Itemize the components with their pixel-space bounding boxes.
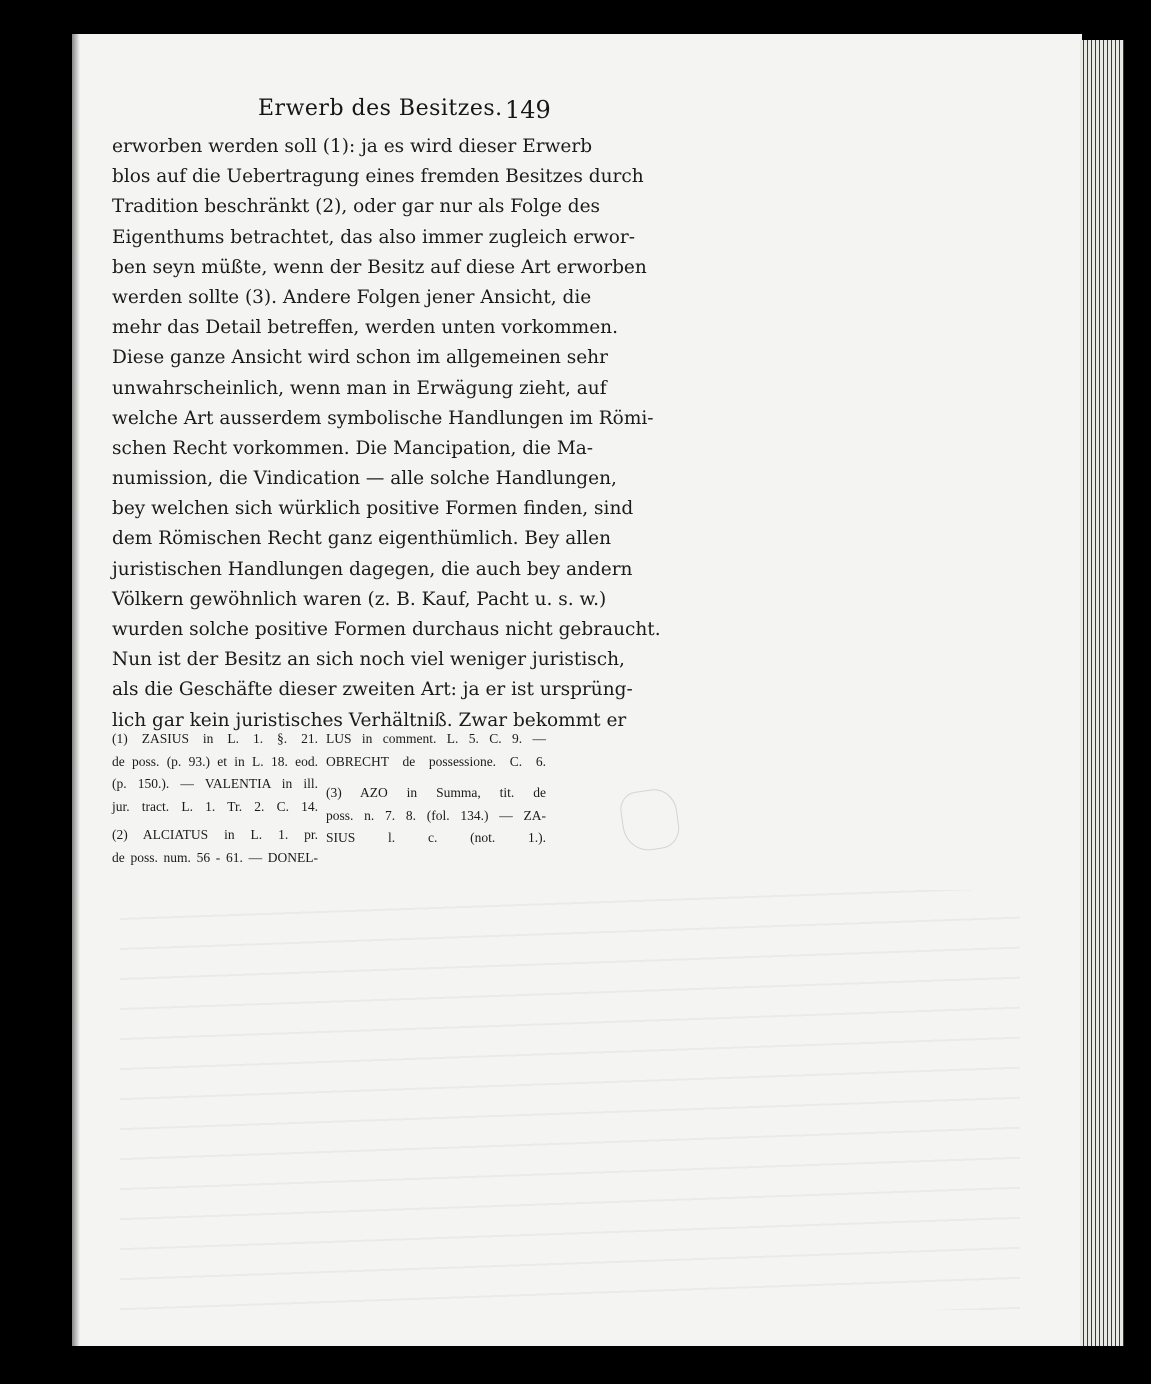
footnote-line: poss. n. 7. 8. (fol. 134.) — ZA- — [326, 807, 546, 823]
page-edges — [1080, 40, 1124, 1346]
footnote-line: (3) AZO in Summa, tit. de — [326, 785, 546, 800]
text-line: Tradition beschränkt (2), oder gar nur als Folge des — [112, 196, 601, 218]
text-line: wurden solche positive Formen durchaus nicht gebraucht. — [112, 619, 661, 640]
text-line: mehr das Detail betreffen, werden unten vorkommen. — [112, 317, 618, 339]
footnotes-right-column — [326, 728, 546, 850]
text-line: Völkern gewöhnlich waren (z. B. Kauf, Pacht u. s. w.) — [112, 588, 607, 610]
footnote-line: (2) ALCIATUS in L. 1. pr. — [112, 827, 318, 842]
text-line: unwahrscheinlich, wenn man in Erwägung zieht, auf — [112, 377, 607, 399]
body-text — [112, 132, 661, 736]
text-line: schen Recht vorkommen. Die Mancipation, die Ma- — [112, 437, 594, 459]
page-number: 149 — [505, 96, 551, 124]
footnote-line: de poss. (p. 93.) et in L. 18. eod. — [112, 753, 318, 769]
text-line: als die Geschäfte dieser zweiten Art: ja er ist ursprüng- — [112, 679, 633, 701]
text-line: blos auf die Uebertragung eines fremden Besitzes durch — [112, 166, 644, 188]
text-line: Nun ist der Besitz an sich noch viel weniger juristisch, — [112, 649, 625, 671]
text-line: ben seyn müßte, wenn der Besitz auf diese Art erworben — [112, 256, 647, 278]
footnote-line: SIUS l. c. (not. 1.). — [326, 830, 546, 845]
footnote-line: LUS in comment. L. 5. C. 9. — — [326, 731, 546, 746]
running-head: Erwerb des Besitzes. — [258, 96, 503, 121]
text-line: bey welchen sich würklich positive Formen finden, sind — [112, 498, 634, 520]
footnote-line: (p. 150.). — VALENTIA in ill. — [112, 776, 318, 791]
footnote-line: jur. tract. L. 1. Tr. 2. C. 14. — [112, 798, 318, 814]
text-line: numission, die Vindication — alle solche Handlungen, — [112, 468, 617, 490]
text-line: werden sollte (3). Andere Folgen jener Ansicht, die — [112, 286, 592, 308]
footnote-line: OBRECHT de possessione. C. 6. — [326, 753, 546, 769]
text-line: erworben werden soll (1): ja es wird dieser Erwerb — [112, 136, 593, 157]
text-line: Diese ganze Ansicht wird schon im allgemeinen sehr — [112, 347, 608, 369]
text-line: welche Art ausserdem symbolische Handlungen im Römi- — [112, 407, 654, 429]
bleed-through-handwriting — [120, 890, 1020, 1310]
text-line: dem Römischen Recht ganz eigenthümlich. Bey allen — [112, 528, 611, 550]
footnote-spacer — [326, 773, 546, 782]
footnote-line: de poss. num. 56 - 61. — DONEL- — [112, 849, 318, 865]
text-line: Eigenthums betrachtet, das also immer zugleich erwor- — [112, 226, 635, 248]
text-line: lich gar kein juristisches Verhältniß. Zwar bekommt er — [112, 709, 627, 731]
text-line: juristischen Handlungen dagegen, die auch bey andern — [112, 558, 633, 580]
page-gutter-shadow — [72, 34, 80, 1346]
footnotes-left-column — [112, 728, 318, 869]
footnote-line: (1) ZASIUS in L. 1. §. 21. — [112, 731, 318, 746]
